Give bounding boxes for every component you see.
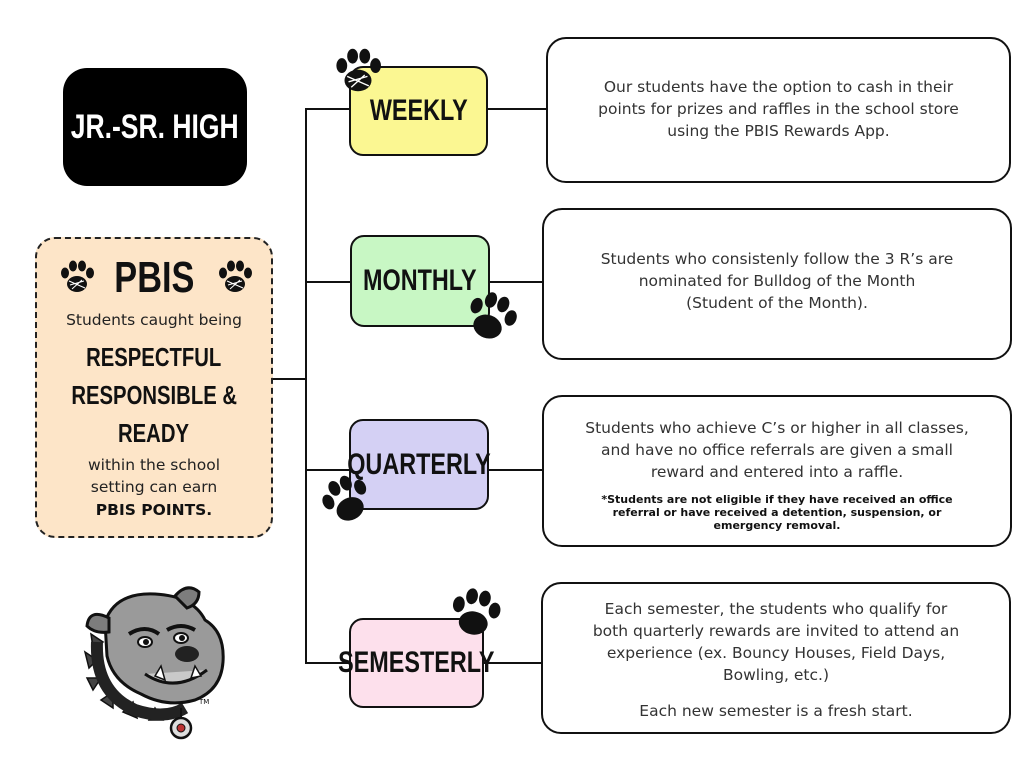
monthly-line: Students who consistenly follow the 3 R’s are <box>600 250 954 268</box>
level-semesterly-label: SEMESTERLY <box>338 646 495 679</box>
paw-print-icon <box>318 472 374 528</box>
level-monthly-label: MONTHLY <box>363 264 477 297</box>
pbis-title-row <box>37 253 271 305</box>
trait-ready: READY <box>118 418 190 448</box>
pbis-intro: Students caught being <box>66 311 242 329</box>
quarterly-line: reward and entered into a raffle. <box>650 463 904 481</box>
semesterly-line: both quarterly rewards are invited to attend an <box>592 622 960 640</box>
paw-print-icon <box>462 288 520 346</box>
branch-quarterly <box>305 469 350 471</box>
link-monthly <box>490 281 542 283</box>
weekly-line: Our students have the option to cash in their <box>603 78 954 96</box>
paw-print-icon <box>215 257 255 297</box>
quarterly-line: Students who achieve C’s or higher in all classes, <box>585 419 969 437</box>
weekly-line: using the PBIS Rewards App. <box>667 122 890 140</box>
monthly-line: (Student of the Month). <box>686 294 868 312</box>
monthly-line: nominated for Bulldog of the Month <box>638 272 916 290</box>
semesterly-line: Each semester, the students who qualify for <box>604 600 948 618</box>
branch-monthly <box>305 281 350 283</box>
semesterly-closing: Each new semester is a fresh start. <box>639 702 913 720</box>
semesterly-line: Bowling, etc.) <box>722 666 830 684</box>
school-badge <box>63 68 247 186</box>
quarterly-description <box>542 395 1012 547</box>
quarterly-eligibility-note: referral or have received a detention, suspension, or <box>612 506 942 519</box>
quarterly-line: and have no office referrals are given a small <box>601 441 953 459</box>
trait-responsible: RESPONSIBLE & <box>71 380 237 410</box>
weekly-line: points for prizes and raffles in the school store <box>598 100 959 118</box>
pbis-traits <box>37 338 271 452</box>
pbis-title: PBIS <box>113 253 195 302</box>
quarterly-eligibility-note: *Students are not eligible if they have received an office <box>601 493 953 506</box>
bulldog-mascot-icon <box>75 582 245 742</box>
pbis-info-box <box>35 237 273 538</box>
pbis-outro-line2: setting can earn <box>90 478 218 496</box>
paw-print-icon <box>446 584 504 642</box>
school-badge-label: JR.-SR. HIGH <box>71 107 239 146</box>
trait-respectful: RESPECTFUL <box>86 342 222 372</box>
link-weekly <box>488 108 546 110</box>
branch-weekly <box>305 108 349 110</box>
pbis-outro-line1: within the school <box>88 456 220 474</box>
semesterly-description <box>541 582 1011 734</box>
paw-print-icon <box>331 44 385 98</box>
trunk-line <box>305 108 307 664</box>
pbis-connector <box>273 378 306 380</box>
trademark-mark: TM <box>199 698 210 706</box>
level-quarterly-label: QUARTERLY <box>347 447 491 481</box>
semesterly-line: experience (ex. Bouncy Houses, Field Days, <box>606 644 946 662</box>
monthly-description <box>542 208 1012 360</box>
quarterly-eligibility-note: emergency removal. <box>713 519 841 532</box>
level-weekly-label: WEEKLY <box>369 94 468 127</box>
pbis-points: PBIS POINTS. <box>95 501 213 519</box>
weekly-description <box>546 37 1011 183</box>
link-quarterly <box>489 469 542 471</box>
